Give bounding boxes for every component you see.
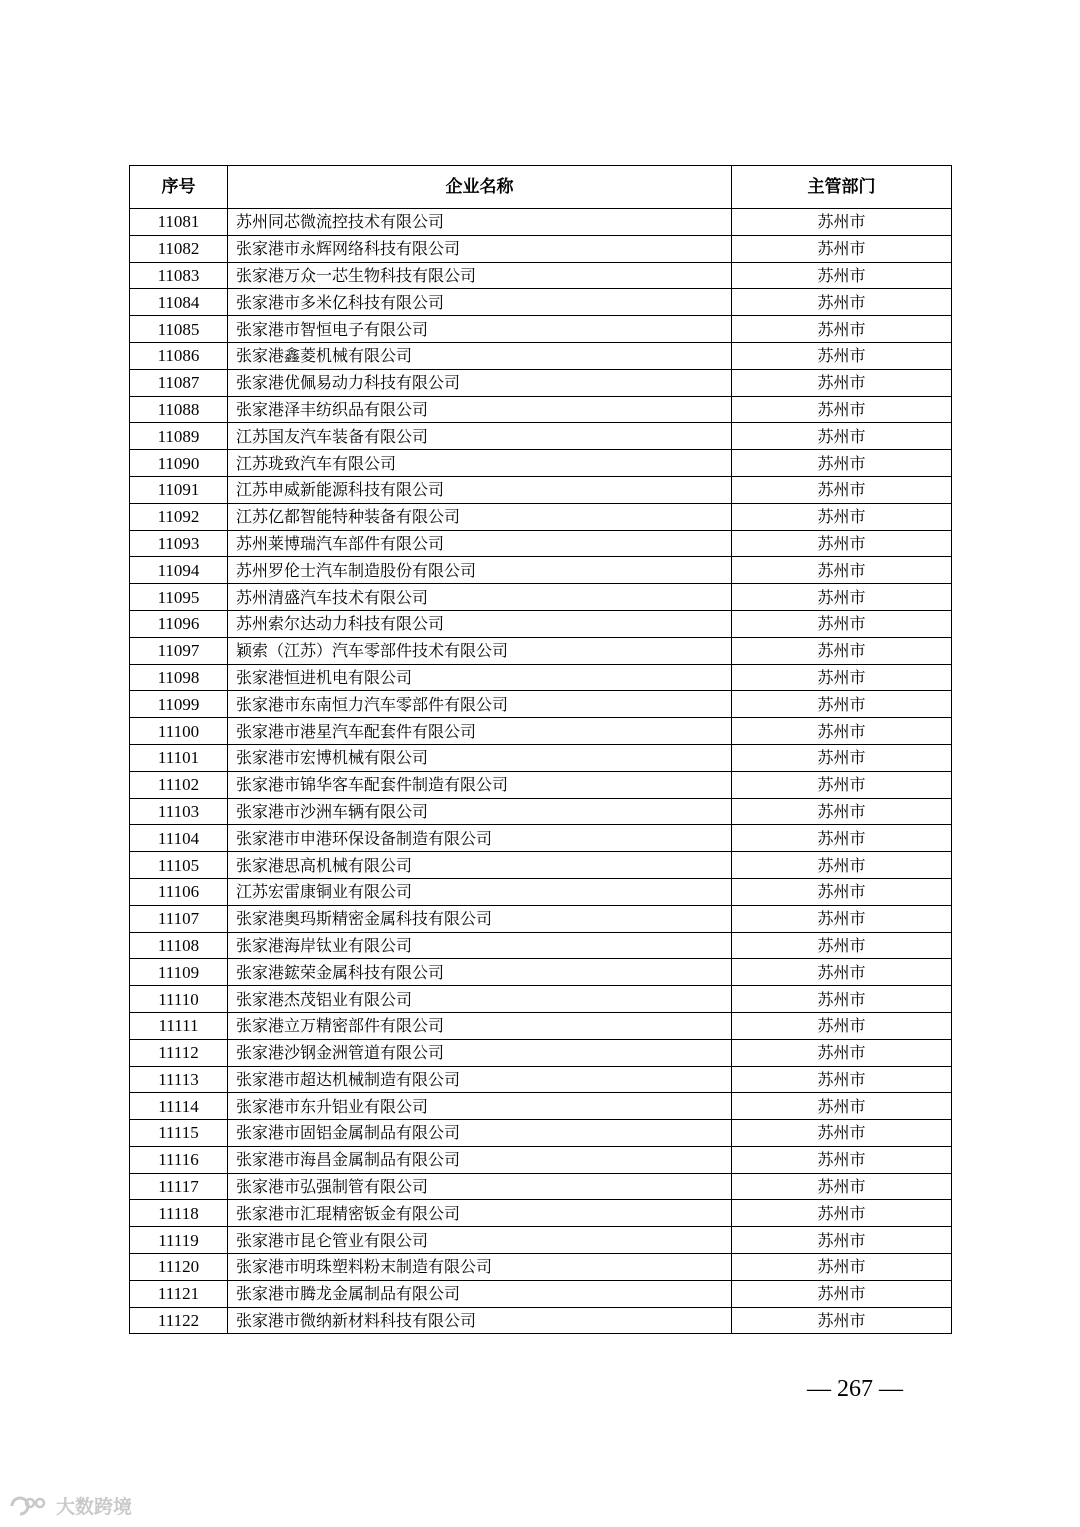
cell-department: 苏州市 [732, 1307, 952, 1334]
cell-enterprise-name: 张家港市多米亿科技有限公司 [228, 289, 732, 316]
cell-department: 苏州市 [732, 852, 952, 879]
cell-serial-number: 11086 [130, 342, 228, 369]
table-row [130, 1093, 952, 1120]
cell-enterprise-name: 张家港市海昌金属制品有限公司 [228, 1146, 732, 1173]
cell-enterprise-name: 张家港市固铝金属制品有限公司 [228, 1120, 732, 1147]
table-row [130, 1280, 952, 1307]
cell-department: 苏州市 [732, 423, 952, 450]
table-row [130, 1227, 952, 1254]
table-row [130, 744, 952, 771]
cell-enterprise-name: 苏州同芯微流控技术有限公司 [228, 209, 732, 236]
cell-department: 苏州市 [732, 718, 952, 745]
cell-enterprise-name: 张家港市港星汽车配套件有限公司 [228, 718, 732, 745]
cell-serial-number: 11091 [130, 476, 228, 503]
cell-department: 苏州市 [732, 664, 952, 691]
cell-enterprise-name: 张家港市东南恒力汽车零部件有限公司 [228, 691, 732, 718]
table-row [130, 1039, 952, 1066]
cell-department: 苏州市 [732, 209, 952, 236]
cell-enterprise-name: 张家港海岸钛业有限公司 [228, 932, 732, 959]
cell-serial-number: 11116 [130, 1146, 228, 1173]
cell-enterprise-name: 颖索（江苏）汽车零部件技术有限公司 [228, 637, 732, 664]
watermark-text: 大数跨境 [56, 1496, 133, 1518]
enterprise-table [129, 165, 952, 1334]
cell-enterprise-name: 张家港市东升铝业有限公司 [228, 1093, 732, 1120]
cell-enterprise-name: 张家港市超达机械制造有限公司 [228, 1066, 732, 1093]
cell-department: 苏州市 [732, 530, 952, 557]
cell-serial-number: 11087 [130, 369, 228, 396]
cell-serial-number: 11084 [130, 289, 228, 316]
table-row [130, 1254, 952, 1281]
table-body [130, 209, 952, 1334]
cell-department: 苏州市 [732, 771, 952, 798]
table-row [130, 932, 952, 959]
watermark [8, 1492, 132, 1519]
table-row [130, 1146, 952, 1173]
table-row [130, 798, 952, 825]
cell-serial-number: 11118 [130, 1200, 228, 1227]
cell-enterprise-name: 张家港奥玛斯精密金属科技有限公司 [228, 905, 732, 932]
cell-serial-number: 11109 [130, 959, 228, 986]
cell-department: 苏州市 [732, 1146, 952, 1173]
cell-serial-number: 11114 [130, 1093, 228, 1120]
table-row [130, 209, 952, 236]
cell-department: 苏州市 [732, 1039, 952, 1066]
cell-department: 苏州市 [732, 316, 952, 343]
cell-enterprise-name: 张家港鑫菱机械有限公司 [228, 342, 732, 369]
cell-department: 苏州市 [732, 825, 952, 852]
cell-department: 苏州市 [732, 798, 952, 825]
cell-serial-number: 11102 [130, 771, 228, 798]
cell-enterprise-name: 苏州罗伦士汽车制造股份有限公司 [228, 557, 732, 584]
cell-enterprise-name: 苏州索尔达动力科技有限公司 [228, 610, 732, 637]
cell-serial-number: 11113 [130, 1066, 228, 1093]
table-row [130, 878, 952, 905]
cell-enterprise-name: 张家港沙钢金洲管道有限公司 [228, 1039, 732, 1066]
cell-department: 苏州市 [732, 1254, 952, 1281]
table-row [130, 852, 952, 879]
cell-serial-number: 11103 [130, 798, 228, 825]
cell-department: 苏州市 [732, 1066, 952, 1093]
table-row [130, 289, 952, 316]
cell-enterprise-name: 张家港市智恒电子有限公司 [228, 316, 732, 343]
cell-enterprise-name: 苏州莱博瑞汽车部件有限公司 [228, 530, 732, 557]
cell-department: 苏州市 [732, 1280, 952, 1307]
enterprise-table-container [129, 165, 951, 1334]
cell-department: 苏州市 [732, 959, 952, 986]
cell-department: 苏州市 [732, 1173, 952, 1200]
cell-enterprise-name: 张家港鋐荣金属科技有限公司 [228, 959, 732, 986]
cell-serial-number: 11081 [130, 209, 228, 236]
cell-enterprise-name: 江苏宏雷康铜业有限公司 [228, 878, 732, 905]
table-row [130, 423, 952, 450]
cell-department: 苏州市 [732, 1227, 952, 1254]
cell-enterprise-name: 江苏亿都智能特种装备有限公司 [228, 503, 732, 530]
cell-serial-number: 11088 [130, 396, 228, 423]
cell-department: 苏州市 [732, 342, 952, 369]
table-row [130, 1066, 952, 1093]
cell-department: 苏州市 [732, 691, 952, 718]
table-row [130, 369, 952, 396]
header-department: 主管部门 [732, 166, 952, 209]
cell-serial-number: 11117 [130, 1173, 228, 1200]
cell-department: 苏州市 [732, 1093, 952, 1120]
table-row [130, 1200, 952, 1227]
table-row [130, 1307, 952, 1334]
cell-enterprise-name: 张家港市弘强制管有限公司 [228, 1173, 732, 1200]
cell-enterprise-name: 张家港市沙洲车辆有限公司 [228, 798, 732, 825]
cell-enterprise-name: 张家港市微纳新材料科技有限公司 [228, 1307, 732, 1334]
cell-enterprise-name: 张家港万众一芯生物科技有限公司 [228, 262, 732, 289]
cell-enterprise-name: 江苏珑致汽车有限公司 [228, 450, 732, 477]
cell-serial-number: 11100 [130, 718, 228, 745]
cell-enterprise-name: 张家港恒进机电有限公司 [228, 664, 732, 691]
cell-serial-number: 11122 [130, 1307, 228, 1334]
cell-department: 苏州市 [732, 905, 952, 932]
cell-department: 苏州市 [732, 986, 952, 1013]
cell-department: 苏州市 [732, 1200, 952, 1227]
header-serial-number: 序号 [130, 166, 228, 209]
table-row [130, 637, 952, 664]
cell-enterprise-name: 张家港市昆仑管业有限公司 [228, 1227, 732, 1254]
cell-serial-number: 11094 [130, 557, 228, 584]
cell-enterprise-name: 张家港市明珠塑料粉末制造有限公司 [228, 1254, 732, 1281]
cell-serial-number: 11112 [130, 1039, 228, 1066]
cell-serial-number: 11098 [130, 664, 228, 691]
cell-department: 苏州市 [732, 878, 952, 905]
cell-serial-number: 11085 [130, 316, 228, 343]
cell-enterprise-name: 张家港优佩易动力科技有限公司 [228, 369, 732, 396]
cell-enterprise-name: 张家港市永辉网络科技有限公司 [228, 235, 732, 262]
cell-enterprise-name: 张家港市腾龙金属制品有限公司 [228, 1280, 732, 1307]
cell-enterprise-name: 江苏国友汽车装备有限公司 [228, 423, 732, 450]
cell-serial-number: 11105 [130, 852, 228, 879]
cell-department: 苏州市 [732, 610, 952, 637]
cell-department: 苏州市 [732, 289, 952, 316]
cell-department: 苏州市 [732, 476, 952, 503]
cell-serial-number: 11097 [130, 637, 228, 664]
cell-department: 苏州市 [732, 1012, 952, 1039]
cell-department: 苏州市 [732, 450, 952, 477]
cell-enterprise-name: 张家港思高机械有限公司 [228, 852, 732, 879]
table-row [130, 316, 952, 343]
cell-department: 苏州市 [732, 584, 952, 611]
table-row [130, 396, 952, 423]
table-row [130, 530, 952, 557]
table-row [130, 825, 952, 852]
cell-serial-number: 11108 [130, 932, 228, 959]
cell-serial-number: 11115 [130, 1120, 228, 1147]
cell-serial-number: 11099 [130, 691, 228, 718]
cell-department: 苏州市 [732, 503, 952, 530]
cell-serial-number: 11110 [130, 986, 228, 1013]
cell-department: 苏州市 [732, 744, 952, 771]
cell-serial-number: 11119 [130, 1227, 228, 1254]
table-row [130, 905, 952, 932]
cell-serial-number: 11121 [130, 1280, 228, 1307]
cell-department: 苏州市 [732, 369, 952, 396]
cell-enterprise-name: 张家港市宏博机械有限公司 [228, 744, 732, 771]
table-row [130, 610, 952, 637]
cell-enterprise-name: 张家港市申港环保设备制造有限公司 [228, 825, 732, 852]
cell-serial-number: 11089 [130, 423, 228, 450]
cell-enterprise-name: 张家港立万精密部件有限公司 [228, 1012, 732, 1039]
header-enterprise-name: 企业名称 [228, 166, 732, 209]
cell-enterprise-name: 苏州清盛汽车技术有限公司 [228, 584, 732, 611]
cell-enterprise-name: 张家港杰茂铝业有限公司 [228, 986, 732, 1013]
cell-serial-number: 11101 [130, 744, 228, 771]
cell-department: 苏州市 [732, 396, 952, 423]
table-row [130, 691, 952, 718]
table-row [130, 771, 952, 798]
cell-serial-number: 11082 [130, 235, 228, 262]
cell-enterprise-name: 张家港市汇琨精密钣金有限公司 [228, 1200, 732, 1227]
cell-serial-number: 11111 [130, 1012, 228, 1039]
cell-serial-number: 11107 [130, 905, 228, 932]
cell-serial-number: 11120 [130, 1254, 228, 1281]
table-row [130, 450, 952, 477]
table-row [130, 959, 952, 986]
table-row [130, 584, 952, 611]
table-row [130, 503, 952, 530]
table-row [130, 718, 952, 745]
table-row [130, 986, 952, 1013]
table-row [130, 557, 952, 584]
cell-serial-number: 11095 [130, 584, 228, 611]
table-row [130, 235, 952, 262]
table-row [130, 1173, 952, 1200]
table-header-row [130, 166, 952, 209]
cell-serial-number: 11090 [130, 450, 228, 477]
cell-serial-number: 11093 [130, 530, 228, 557]
logo-icon [8, 1494, 52, 1518]
cell-serial-number: 11104 [130, 825, 228, 852]
cell-serial-number: 11096 [130, 610, 228, 637]
cell-enterprise-name: 张家港市锦华客车配套件制造有限公司 [228, 771, 732, 798]
page-number: — 267 — [807, 1376, 903, 1402]
cell-serial-number: 11106 [130, 878, 228, 905]
table-row [130, 476, 952, 503]
table-row [130, 1120, 952, 1147]
table-row [130, 262, 952, 289]
table-row [130, 664, 952, 691]
table-row [130, 1012, 952, 1039]
cell-department: 苏州市 [732, 1120, 952, 1147]
cell-department: 苏州市 [732, 262, 952, 289]
cell-department: 苏州市 [732, 932, 952, 959]
cell-enterprise-name: 张家港泽丰纺织品有限公司 [228, 396, 732, 423]
cell-serial-number: 11083 [130, 262, 228, 289]
cell-serial-number: 11092 [130, 503, 228, 530]
cell-department: 苏州市 [732, 235, 952, 262]
cell-department: 苏州市 [732, 557, 952, 584]
cell-department: 苏州市 [732, 637, 952, 664]
table-row [130, 342, 952, 369]
cell-enterprise-name: 江苏申威新能源科技有限公司 [228, 476, 732, 503]
